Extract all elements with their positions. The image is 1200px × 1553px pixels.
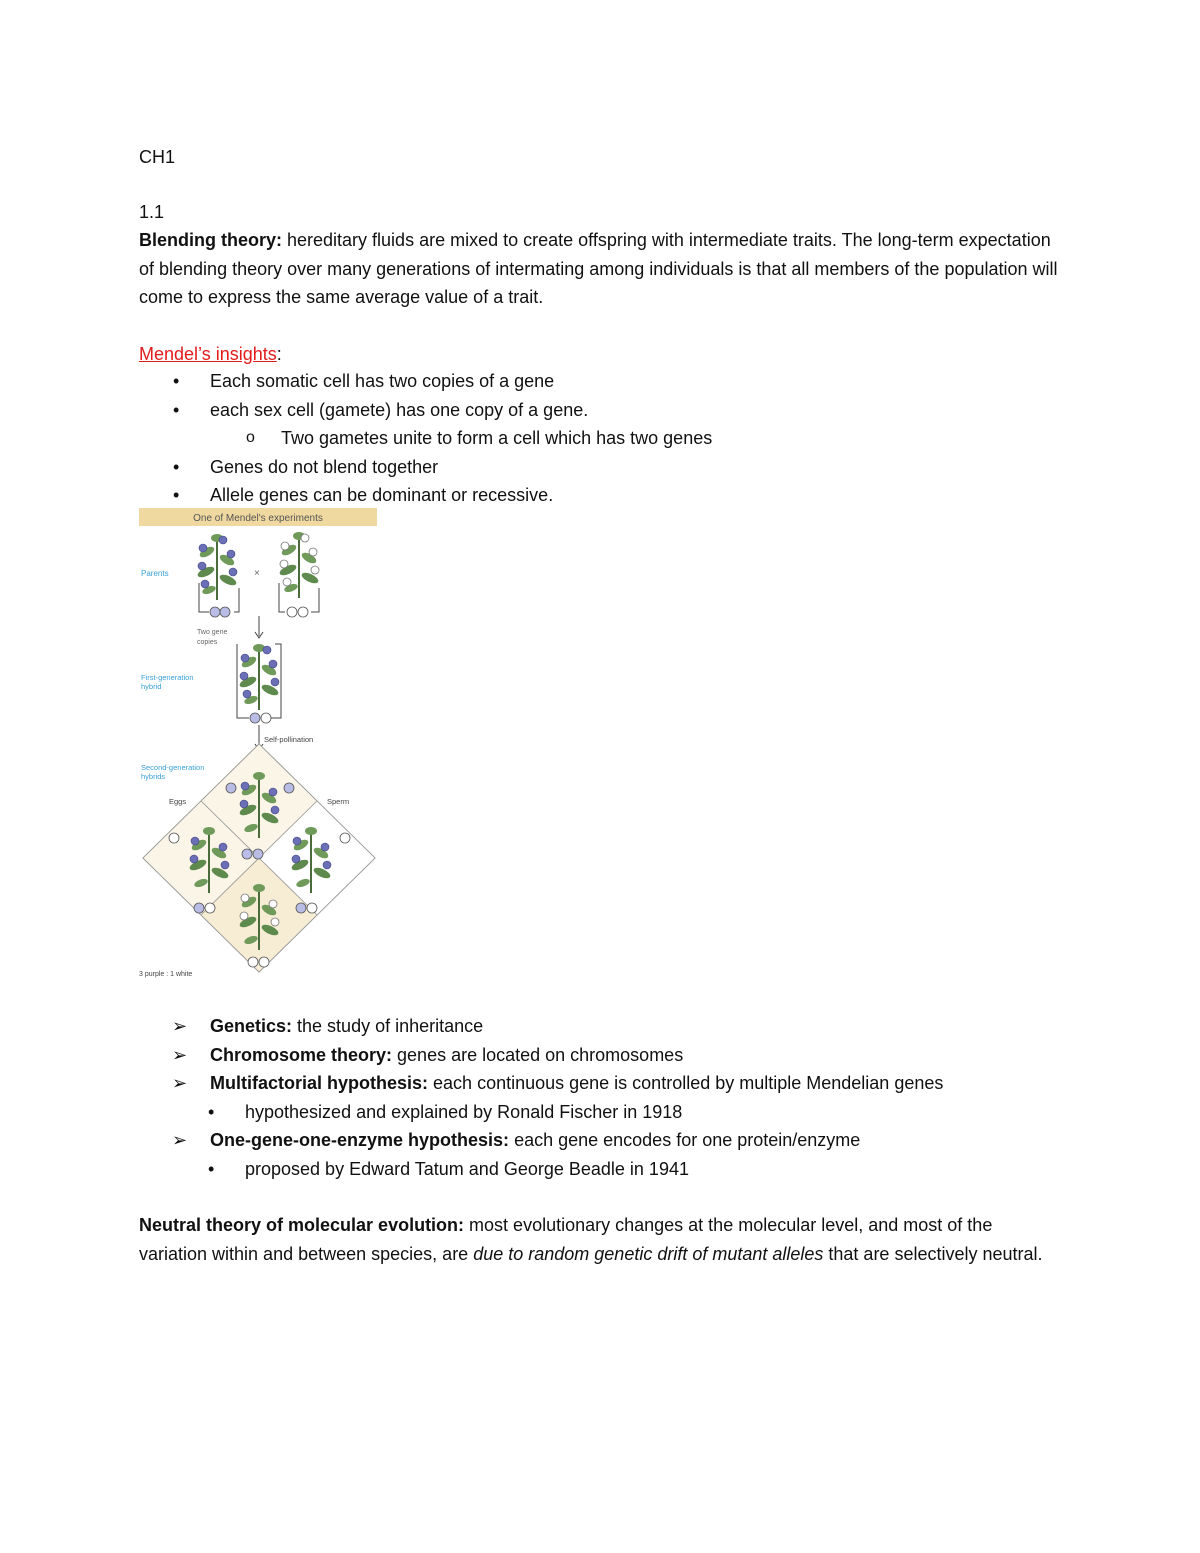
mendel-insights-list bbox=[139, 367, 1059, 510]
white-parent-plant-icon bbox=[278, 532, 320, 598]
arrow-bullet-icon: ➢ bbox=[172, 1044, 188, 1065]
circle-bullet-icon: o bbox=[246, 429, 255, 446]
first-gen-label: First-generation bbox=[141, 673, 194, 682]
mendel-heading bbox=[139, 340, 1059, 369]
list-item bbox=[139, 481, 1059, 510]
neutral-theory-italic: due to random genetic drift of mutant alleles bbox=[473, 1243, 824, 1264]
parents-label: Parents bbox=[141, 569, 169, 578]
sub-item-text: proposed by Edward Tatum and George Beadle in 1941 bbox=[245, 1158, 689, 1179]
blending-theory-text: hereditary fluids are mixed to create offspring with intermediate traits. The long-term expectation of blending theory over many generations of intermating among individuals is that all members of the population will come to express the same average value of a trait. bbox=[139, 230, 1058, 307]
self-pollination-label: Self-pollination bbox=[264, 735, 314, 744]
list-item bbox=[139, 396, 1059, 425]
first-gen-label-2: hybrid bbox=[141, 682, 162, 691]
sub-item-text: hypothesized and explained by Ronald Fischer in 1918 bbox=[245, 1101, 683, 1122]
list-item bbox=[139, 1041, 1059, 1070]
list-item-text: Two gametes unite to form a cell which has two genes bbox=[281, 428, 713, 448]
hybrid-plant-icon bbox=[238, 644, 280, 710]
neutral-theory-text: most evolutionary changes at the molecular level, and most of the variation within and between species, are bbox=[139, 1215, 993, 1264]
eggs-label: Eggs bbox=[169, 797, 187, 806]
definition-term: Genetics: bbox=[210, 1016, 293, 1036]
definition-text: the study of inheritance bbox=[292, 1016, 484, 1036]
list-item bbox=[139, 367, 1059, 396]
blending-theory-term: Blending theory: bbox=[139, 230, 282, 250]
definition-term: Multifactorial hypothesis: bbox=[210, 1073, 429, 1093]
list-item bbox=[139, 1155, 1059, 1184]
mendel-colon: : bbox=[276, 344, 282, 364]
arrow-bullet-icon: ➢ bbox=[172, 1130, 188, 1150]
bullet-icon: • bbox=[173, 456, 180, 477]
definition-term: Chromosome theory: bbox=[210, 1044, 393, 1065]
copies-label: copies bbox=[197, 639, 218, 646]
mendel-insights-title: Mendel’s insights bbox=[139, 344, 277, 364]
list-item-text: Allele genes can be dominant or recessive. bbox=[210, 485, 554, 505]
bullet-icon: • bbox=[208, 1101, 215, 1122]
list-item bbox=[139, 1098, 1059, 1127]
list-item bbox=[139, 1126, 1059, 1155]
chapter-heading: CH1 bbox=[139, 147, 176, 167]
bullet-icon: • bbox=[173, 371, 180, 391]
neutral-theory-paragraph bbox=[139, 1211, 1059, 1268]
neutral-theory-term: Neutral theory of molecular evolution: bbox=[139, 1215, 465, 1235]
list-item bbox=[139, 453, 1059, 482]
section-number: 1.1 bbox=[139, 202, 165, 222]
blending-theory-paragraph bbox=[139, 226, 1059, 312]
two-gene-label: Two gene bbox=[197, 629, 228, 636]
list-item bbox=[139, 424, 1059, 453]
list-item bbox=[139, 1069, 1059, 1098]
list-item bbox=[139, 1012, 1059, 1041]
neutral-theory-text-end: that are selectively neutral. bbox=[823, 1243, 1043, 1264]
figure-title: One of Mendel's experiments bbox=[193, 513, 323, 524]
list-item-text: each sex cell (gamete) has one copy of a gene. bbox=[210, 399, 589, 420]
sperm-label: Sperm bbox=[327, 797, 350, 806]
second-gen-label: Second-generation bbox=[141, 763, 205, 772]
definition-text: each continuous gene is controlled by multiple Mendelian genes bbox=[428, 1073, 944, 1093]
mendel-experiment-figure bbox=[139, 508, 377, 980]
definitions-list bbox=[139, 1012, 1059, 1183]
arrow-bullet-icon: ➢ bbox=[172, 1016, 188, 1036]
list-item-text: Genes do not blend together bbox=[210, 456, 439, 477]
cross-symbol: × bbox=[254, 568, 260, 579]
bullet-icon: • bbox=[173, 485, 180, 505]
definition-text: genes are located on chromosomes bbox=[392, 1044, 684, 1065]
definition-term: One-gene-one-enzyme hypothesis: bbox=[210, 1130, 510, 1150]
second-gen-label-2: hybrids bbox=[141, 772, 166, 781]
bullet-icon: • bbox=[208, 1158, 215, 1179]
list-item-text: Each somatic cell has two copies of a gene bbox=[210, 371, 555, 391]
bullet-icon: • bbox=[173, 399, 180, 420]
arrow-bullet-icon: ➢ bbox=[172, 1073, 188, 1093]
definition-text: each gene encodes for one protein/enzyme bbox=[509, 1130, 861, 1150]
ratio-label: 3 purple : 1 white bbox=[139, 971, 193, 978]
purple-parent-plant-icon bbox=[196, 534, 238, 600]
